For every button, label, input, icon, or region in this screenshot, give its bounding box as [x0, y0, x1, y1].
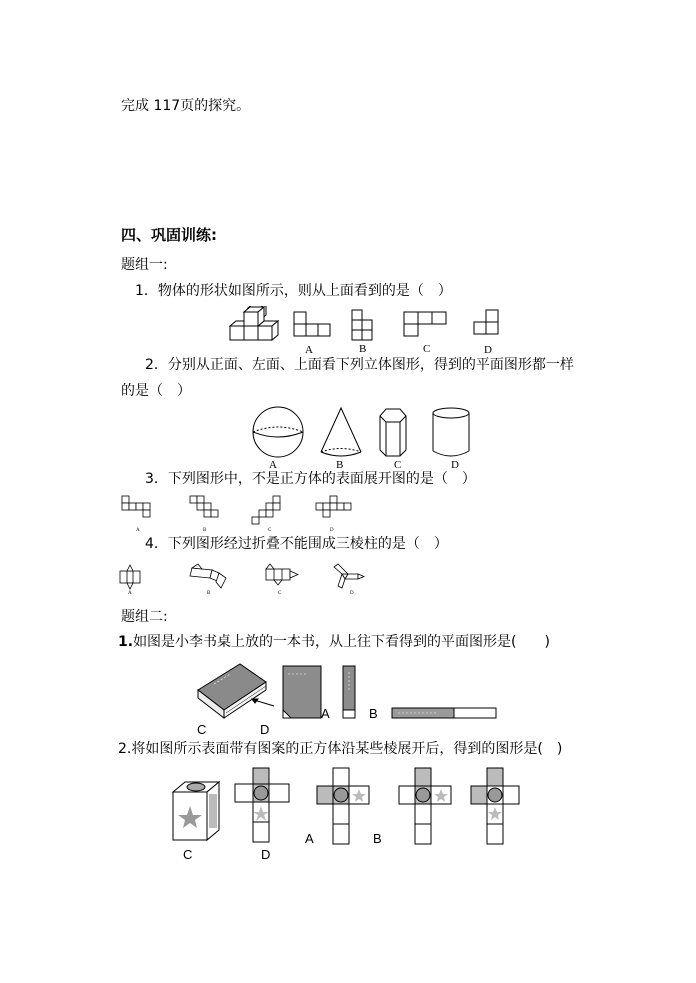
q1-option-d-shape [474, 310, 498, 334]
patterned-cube [173, 782, 219, 840]
q3-option-c-label: C [268, 528, 272, 533]
q3-option-d-label: D [330, 528, 334, 533]
cube-label-b: B [373, 831, 382, 846]
q4-option-b-label: B [207, 591, 211, 596]
q4-option-d-label: D [350, 591, 354, 596]
q1-option-b-label: B [359, 343, 367, 355]
question-1-3-text: 3．下列图形中，不是正方体的表面展开图的是（ ） [145, 471, 476, 487]
q1-figures [222, 306, 522, 352]
q3-option-a-label: A [136, 528, 140, 533]
net-3 [399, 768, 451, 844]
q2-option-d-label: D [451, 459, 459, 471]
book-label-c: C [197, 722, 207, 737]
net-2 [317, 768, 369, 844]
q4-net-a [120, 565, 140, 589]
book-3d [198, 664, 274, 718]
book-label-b: B [369, 706, 378, 721]
question-1-2-line1: 2．分别从正面、左面、上面看下列立体图形，得到的平面图形都一样 [145, 357, 574, 373]
q2-option-b-label: B [336, 459, 344, 471]
q1-option-b-shape [352, 310, 372, 340]
book-option-b [343, 666, 355, 718]
q4-net-b [190, 564, 226, 588]
q2-option-a-label: A [269, 459, 277, 471]
q4-net-d [334, 564, 364, 588]
group1-title: 题组一: [121, 257, 168, 273]
section-title: 四、巩固训练: [121, 226, 217, 244]
book-label-d: D [260, 722, 270, 737]
question-2-2-text: 2.将如图所示表面带有图案的正方体沿某些棱展开后，得到的图形是( ) [118, 741, 563, 757]
q1-option-d-label: D [484, 344, 492, 356]
question-1-4-text: 4．下列图形经过折叠不能围成三棱柱的是（ ） [145, 536, 448, 552]
book-option-a [283, 666, 321, 718]
intro-text: 完成 117页的探究。 [121, 98, 251, 114]
q1-option-a-shape [294, 312, 330, 336]
cube-label-c: C [183, 847, 193, 862]
sphere-shape [253, 407, 303, 457]
cone-shape [321, 408, 361, 456]
cylinder-shape [433, 408, 469, 456]
net-1 [235, 768, 289, 842]
cube-label-d: D [261, 847, 271, 862]
q3-net-b [190, 496, 218, 517]
hexagonal-prism-shape [380, 409, 406, 456]
book-label-a: A [321, 706, 330, 721]
q3-net-c [252, 496, 280, 524]
q4-option-c-label: C [278, 591, 282, 596]
q4-option-a-label: A [128, 591, 132, 596]
question-1-1-text: 1．物体的形状如图所示，则从上面看到的是（ ） [135, 283, 452, 299]
question-2-1-number: 1. [118, 634, 134, 650]
q1-option-c-label: C [423, 343, 431, 355]
q3-option-b-label: B [203, 528, 207, 533]
q4-net-c [266, 564, 298, 585]
q1-stacked-cubes [230, 306, 278, 340]
q3-nets [120, 494, 380, 526]
question-1-2-line2: 的是（ ） [121, 383, 191, 399]
question-2-1-body: 如图是小李书桌上放的一本书，从上往下看得到的平面图形是( ) [133, 634, 550, 650]
q4-nets [118, 562, 378, 592]
cube-label-a: A [305, 831, 314, 846]
q2-option-c-label: C [394, 459, 402, 471]
question-2-1-text [118, 633, 550, 651]
q3-net-d [316, 496, 351, 517]
group2-title: 题组二: [121, 609, 168, 625]
book-option-c [392, 708, 496, 718]
q1-option-a-label: A [305, 344, 313, 356]
q3-net-a [122, 496, 150, 517]
q1-option-c-shape [404, 312, 446, 336]
cube-net-figures [165, 766, 525, 848]
q2-solids [250, 404, 480, 460]
book-figures [196, 660, 506, 722]
net-4 [471, 768, 519, 844]
